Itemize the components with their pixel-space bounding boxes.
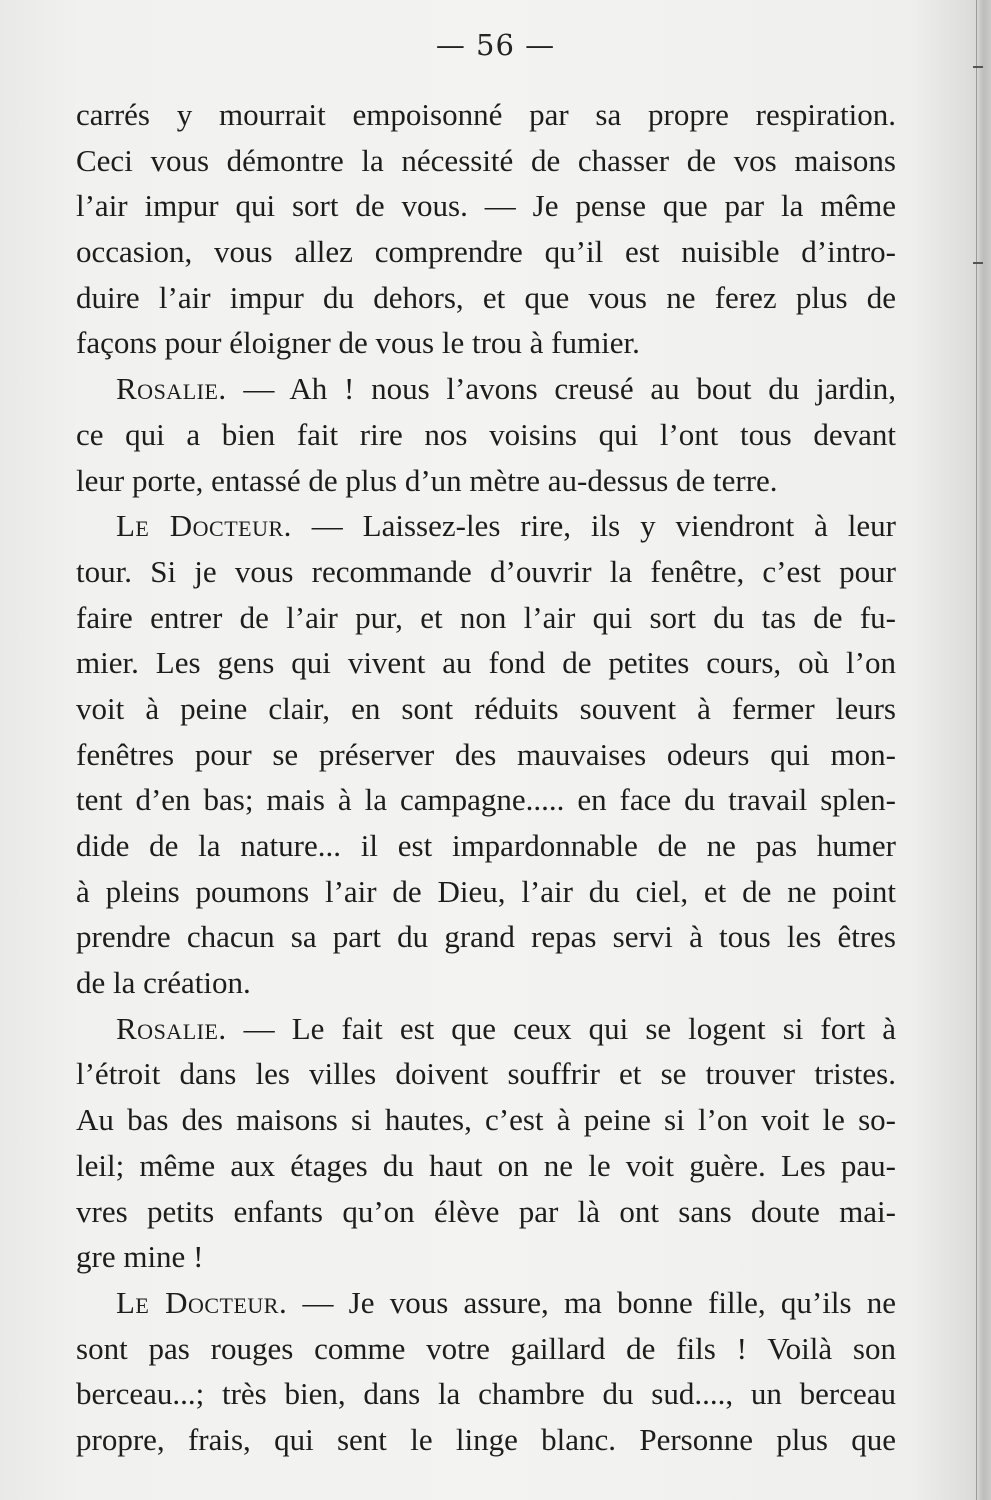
text-line: duire l’air impur du dehors, et que vous ne ferez plus de [76, 279, 896, 315]
text-line: leur porte, entassé de plus d’un mètre au-dessus de terre. [76, 462, 778, 498]
speaker-name: Le Docteur. [116, 508, 292, 544]
dialogue-line: Le Docteur. — Laissez-les rire, ils y viendront à leur [116, 508, 896, 544]
text-line: prendre chacun sa part du grand repas servi à tous les êtres [76, 919, 896, 955]
text-line: sont pas rouges comme votre gaillard de fils ! Voilà son [76, 1330, 896, 1366]
text-line: propre, frais, qui sent le linge blanc. Personne plus que [76, 1421, 896, 1457]
text-line: tent d’en bas; mais à la campagne..... en face du travail splen- [76, 782, 896, 818]
edge-mark [973, 66, 983, 68]
edge-mark [973, 262, 983, 264]
dialogue-line: Rosalie. — Le fait est que ceux qui se logent si fort à [116, 1010, 896, 1046]
text-line: vres petits enfants qu’on élève par là ont sans doute mai- [76, 1193, 896, 1229]
speaker-name: Rosalie. [116, 1010, 227, 1046]
dialogue-line: Rosalie. — Ah ! nous l’avons creusé au bout du jardin, [116, 371, 896, 407]
text-line: Ceci vous démontre la nécessité de chasser de vos maisons [76, 142, 896, 178]
text-line: tour. Si je vous recommande d’ouvrir la fenêtre, c’est pour [76, 553, 896, 589]
text-line: carrés y mourrait empoisonné par sa propre respiration. [76, 97, 896, 132]
text-line: l’air impur qui sort de vous. — Je pense que par la même [76, 188, 896, 224]
text-line: occasion, vous allez comprendre qu’il est nuisible d’intro- [76, 234, 896, 270]
dialogue-line: Le Docteur. — Je vous assure, ma bonne fille, qu’ils ne [116, 1284, 896, 1320]
speaker-name: Rosalie. [116, 371, 227, 407]
text-line: leil; même aux étages du haut on ne le voit guère. Les pau- [76, 1147, 896, 1183]
text-line: l’étroit dans les villes doivent souffrir et se trouver tristes. [76, 1056, 896, 1092]
speaker-name: Le Docteur. [116, 1284, 288, 1320]
page-edge [976, 0, 991, 1500]
text-line: fenêtres pour se préserver des mauvaises odeurs qui mon- [76, 736, 896, 772]
text-line: Au bas des maisons si hautes, c’est à peine si l’on voit le so- [76, 1102, 896, 1138]
page-number: — 56 — [435, 28, 556, 62]
text-line: faire entrer de l’air pur, et non l’air qui sort du tas de fu- [76, 599, 896, 635]
body-text [76, 92, 896, 1463]
text-line: ce qui a bien fait rire nos voisins qui l’ont tous devant [76, 416, 896, 452]
text-line: de la création. [76, 965, 251, 1001]
text-line: mier. Les gens qui vivent au fond de petites cours, où l’on [76, 645, 896, 681]
text-line: façons pour éloigner de vous le trou à fumier. [76, 325, 640, 361]
text-line: gre mine ! [76, 1239, 204, 1275]
text-line: berceau...; très bien, dans la chambre du sud...., un berceau [76, 1376, 896, 1412]
text-line: à pleins poumons l’air de Dieu, l’air du ciel, et de ne point [76, 873, 896, 909]
text-line: voit à peine clair, en sont réduits souvent à fermer leurs [76, 690, 896, 726]
text-line: dide de la nature... il est impardonnable de ne pas humer [76, 828, 896, 863]
